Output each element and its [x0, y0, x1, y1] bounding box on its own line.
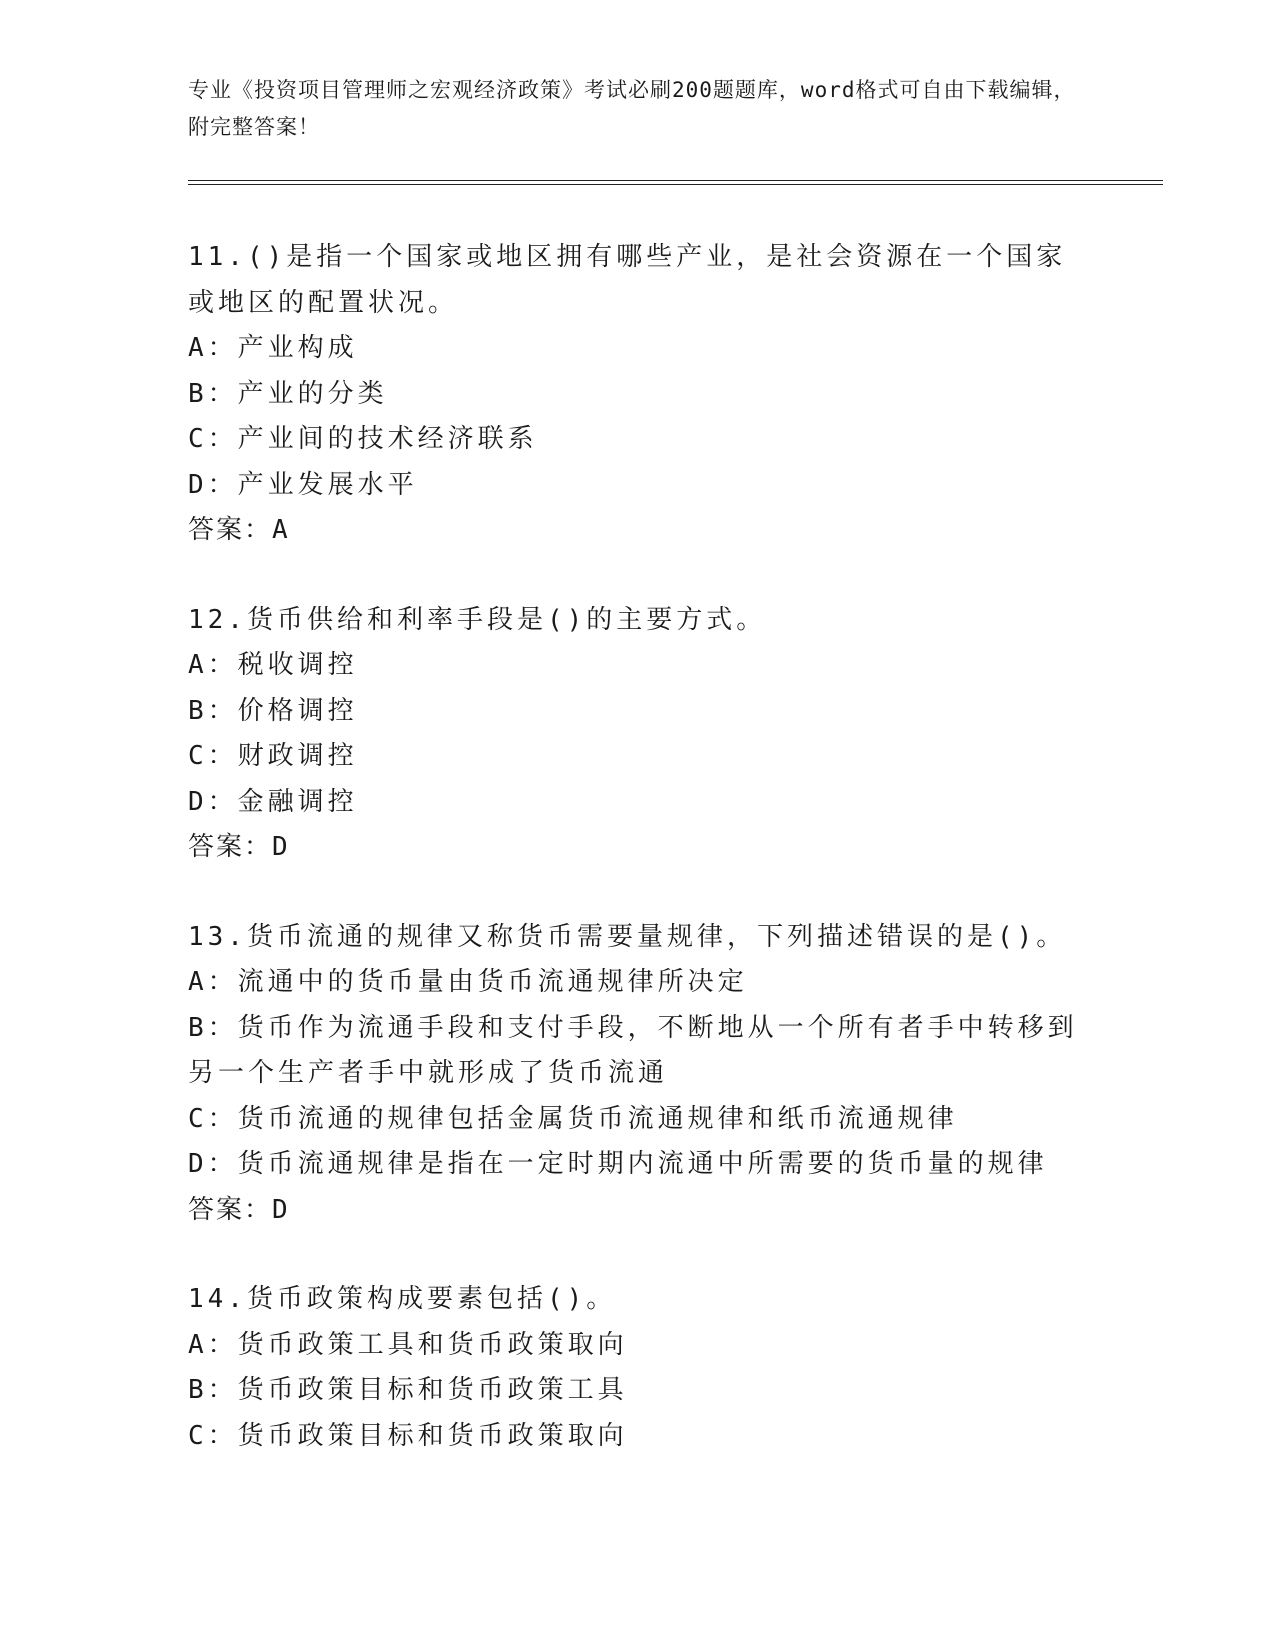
answer-line: [188, 1188, 1088, 1234]
answer-label: 答案：: [188, 832, 273, 862]
option-b: B：产业的分类: [188, 378, 388, 409]
header-divider: [188, 180, 1163, 185]
option-c: C：货币政策目标和货币政策取向: [188, 1420, 628, 1451]
option-a: A：税收调控: [188, 650, 358, 680]
question-11: [188, 235, 1088, 554]
option-d: D：货币流通规律是指在一定时期内流通中所需要的货币量的规律: [188, 1149, 1048, 1179]
question-text: 11.()是指一个国家或地区拥有哪些产业，是社会资源在一个国家或地区的配置状况。: [188, 242, 1067, 318]
option-a: A：流通中的货币量由货币流通规律所决定: [188, 967, 748, 997]
question-14: [188, 1277, 1088, 1459]
question-text: 13.货币流通的规律又称货币需要量规律，下列描述错误的是()。: [188, 921, 1067, 952]
option-d: D：产业发展水平: [188, 469, 418, 500]
answer-value: D: [272, 832, 290, 862]
answer-value: A: [272, 515, 290, 545]
option-d: D：金融调控: [188, 786, 358, 817]
question-text: 12.货币供给和利率手段是()的主要方式。: [188, 604, 767, 635]
question-12: [188, 598, 1088, 871]
option-b: B：货币作为流通手段和支付手段，不断地从一个所有者手中转移到另一个生产者手中就形成了货币流通: [188, 1012, 1078, 1088]
option-c: C：财政调控: [188, 741, 358, 771]
answer-label: 答案：: [188, 1194, 273, 1225]
option-c: C：货币流通的规律包括金属货币流通规律和纸币流通规律: [188, 1103, 958, 1134]
question-13: [188, 915, 1088, 1234]
option-a: A：产业构成: [188, 333, 358, 363]
answer-line: [188, 508, 1088, 554]
option-c: C：产业间的技术经济联系: [188, 424, 538, 454]
option-b: B：价格调控: [188, 695, 358, 726]
question-list: [188, 235, 1088, 1503]
answer-line: [188, 825, 1088, 871]
question-text: 14.货币政策构成要素包括()。: [188, 1284, 617, 1314]
document-intro: 专业《投资项目管理师之宏观经济政策》考试必刷200题题库，word格式可自由下载编辑，附完整答案！: [188, 78, 1076, 139]
answer-label: 答案：: [188, 515, 273, 545]
option-b: B：货币政策目标和货币政策工具: [188, 1375, 628, 1405]
answer-value: D: [272, 1194, 290, 1225]
option-a: A：货币政策工具和货币政策取向: [188, 1329, 628, 1360]
